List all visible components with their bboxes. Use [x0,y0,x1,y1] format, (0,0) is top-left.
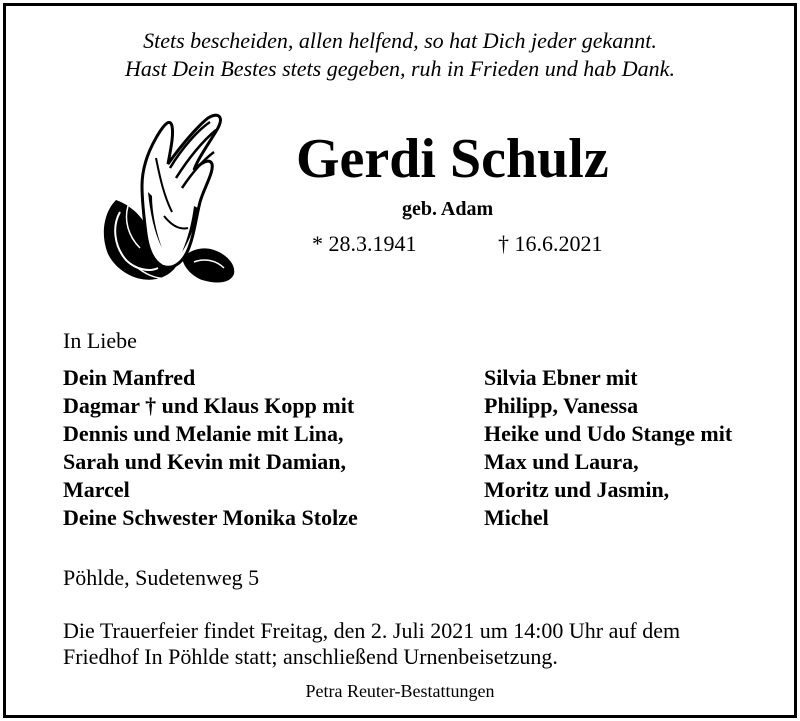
ceremony-info [63,618,680,670]
birth-date: * 28.3.1941 [312,231,417,256]
undertaker-name: Petra Reuter-Bestattungen [305,681,495,701]
birth-name: geb. Adam [402,198,494,220]
mourner-line: Sarah und Kevin mit Damian, [63,449,346,474]
mourner-line: Heike und Udo Stange mit [484,421,733,446]
mourner-line: Deine Schwester Monika Stolze [63,505,358,530]
mourner-line: Silvia Ebner mit [484,365,638,390]
mourner-line: Dennis und Melanie mit Lina, [63,421,344,446]
deceased-name: Gerdi Schulz [296,128,609,190]
motto-line-1: Stets bescheiden, allen helfend, so hat Dich jeder gekannt. [143,28,657,53]
death-date: † 16.6.2021 [498,231,603,256]
mourner-line: Dagmar † und Klaus Kopp mit [63,393,355,418]
mourners-intro: In Liebe [63,328,137,353]
ceremony-line-2: Friedhof In Pöhlde statt; anschließend Urnenbeisetzung. [63,644,558,669]
mourner-line: Michel [484,505,549,530]
ceremony-line-1: Die Trauerfeier findet Freitag, den 2. Juli 2021 um 14:00 Uhr auf dem [63,618,681,643]
mourner-line: Marcel [63,477,130,502]
motto-line-2: Hast Dein Bestes stets gegeben, ruh in Frieden und hab Dank. [125,56,675,81]
mourners-right-column [484,364,732,532]
family-address: Pöhlde, Sudetenweg 5 [63,565,260,590]
mourner-line: Max und Laura, [484,449,639,474]
mourner-line: Philipp, Vanessa [484,393,639,418]
mourners-left-column [63,364,358,532]
mourner-line: Dein Manfred [63,365,196,390]
mourner-line: Moritz und Jasmin, [484,477,670,502]
praying-hands-icon [98,108,242,286]
